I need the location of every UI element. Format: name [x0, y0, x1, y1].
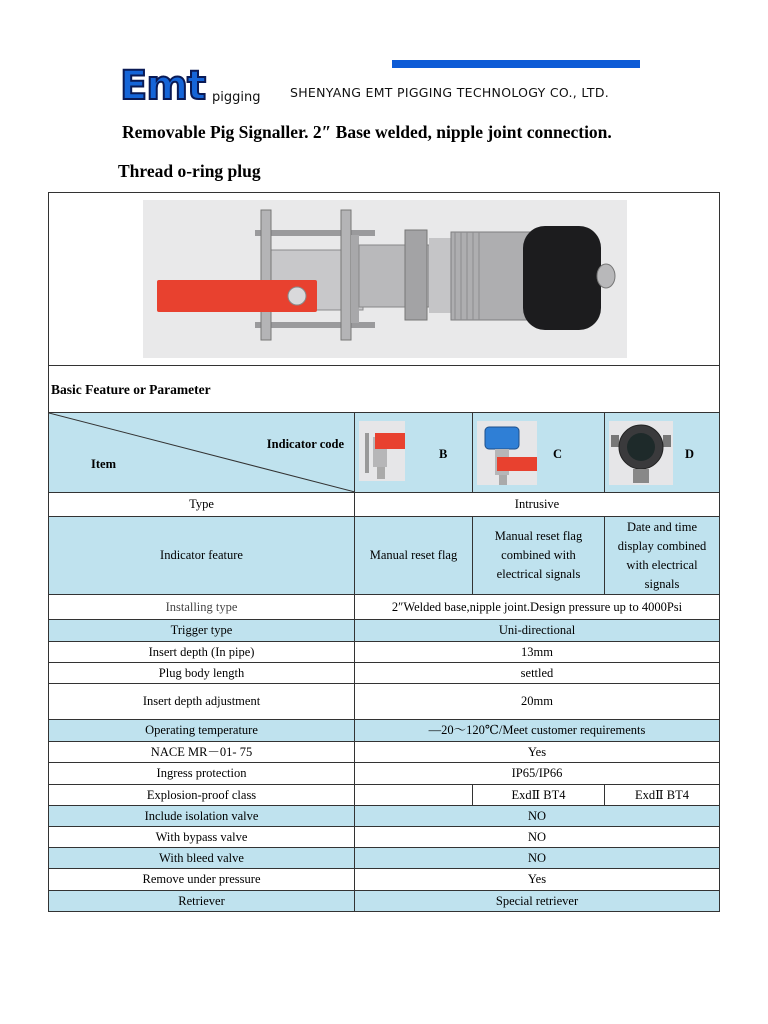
row-item: Include isolation valve	[49, 806, 355, 827]
table-row	[49, 869, 720, 891]
indicator-c-image	[477, 421, 537, 485]
row-item: NACE MR－01- 75	[49, 742, 355, 763]
item-label: Item	[91, 457, 116, 471]
table-row	[49, 684, 720, 720]
product-photo	[143, 200, 627, 358]
row-value: Yes	[355, 869, 720, 891]
indicator-b-cell	[355, 413, 473, 493]
row-value-b	[355, 785, 473, 806]
row-value-d: ExdⅡ BT4	[605, 785, 720, 806]
table-row	[49, 806, 720, 827]
table-row	[49, 595, 720, 620]
table-row	[49, 827, 720, 848]
table-row	[49, 620, 720, 642]
indicator-code-d: D	[685, 447, 695, 461]
table-row	[49, 848, 720, 869]
spec-table	[48, 412, 720, 912]
row-item: Operating temperature	[49, 720, 355, 742]
feature-section	[48, 365, 720, 413]
table-row	[49, 642, 720, 663]
row-item: Insert depth adjustment	[49, 684, 355, 720]
indicator-code-label: Indicator code	[266, 437, 344, 451]
table-row	[49, 517, 720, 595]
row-item: Plug body length	[49, 663, 355, 684]
row-item: With bleed valve	[49, 848, 355, 869]
logo-main-text: Emt	[120, 63, 206, 109]
row-value-d: Date and time display combined with electrical signals	[605, 517, 720, 595]
table-row	[49, 663, 720, 684]
row-value: Uni-directional	[355, 620, 720, 642]
table-row	[49, 493, 720, 517]
row-value-c: ExdⅡ BT4	[473, 785, 605, 806]
document-title: Removable Pig Signaller. 2″ Base welded, nipple joint connection.	[122, 122, 612, 142]
table-row	[49, 742, 720, 763]
row-value-b: Manual reset flag	[355, 517, 473, 595]
row-item: Remove under pressure	[49, 869, 355, 891]
table-row	[49, 891, 720, 912]
table-row	[49, 763, 720, 785]
row-item: Type	[49, 493, 355, 517]
header-accent-bar	[392, 60, 640, 68]
row-item: Insert depth (In pipe)	[49, 642, 355, 663]
row-item: Installing type	[49, 595, 355, 620]
header-item-cell	[49, 413, 355, 493]
row-item: With bypass valve	[49, 827, 355, 848]
document-subtitle: Thread o-ring plug	[118, 161, 261, 181]
row-item: Ingress protection	[49, 763, 355, 785]
row-value: Special retriever	[355, 891, 720, 912]
indicator-code-b: B	[439, 447, 448, 461]
product-photo-frame	[48, 192, 720, 366]
feature-title: Basic Feature or Parameter	[51, 382, 211, 397]
table-row	[49, 785, 720, 806]
row-value: 13mm	[355, 642, 720, 663]
company-logo	[120, 64, 270, 110]
table-header-row	[49, 413, 720, 493]
row-value: NO	[355, 848, 720, 869]
row-value: Intrusive	[355, 493, 720, 517]
row-value-c: Manual reset flag combined with electrical signals	[473, 517, 605, 595]
indicator-b-image	[359, 421, 405, 481]
row-value: 2″Welded base,nipple joint.Design pressure up to 4000Psi	[355, 595, 720, 620]
table-row	[49, 720, 720, 742]
row-value: NO	[355, 806, 720, 827]
row-value: —20～120℃/Meet customer requirements	[355, 720, 720, 742]
indicator-d-image	[609, 421, 673, 485]
row-item: Indicator feature	[49, 517, 355, 595]
indicator-d-cell	[605, 413, 720, 493]
indicator-c-cell	[473, 413, 605, 493]
logo-sub-text: pigging	[212, 90, 261, 105]
row-value: settled	[355, 663, 720, 684]
row-value: 20mm	[355, 684, 720, 720]
row-item: Explosion-proof class	[49, 785, 355, 806]
row-value: Yes	[355, 742, 720, 763]
row-item: Trigger type	[49, 620, 355, 642]
row-value: IP65/IP66	[355, 763, 720, 785]
row-value: NO	[355, 827, 720, 848]
indicator-code-c: C	[553, 447, 563, 461]
row-item: Retriever	[49, 891, 355, 912]
company-name: SHENYANG EMT PIGGING TECHNOLOGY CO., LTD.	[290, 85, 610, 100]
